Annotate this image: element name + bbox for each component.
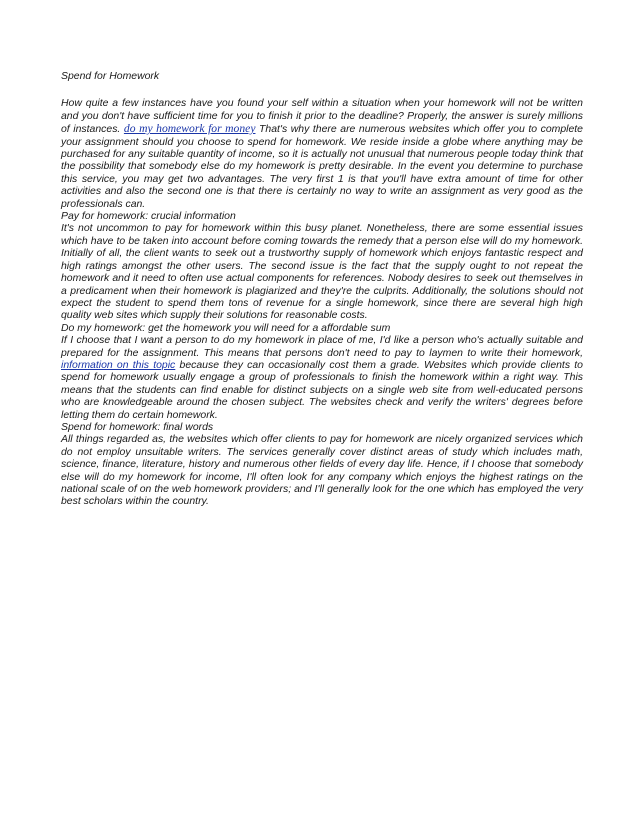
paragraph-final-words: All things regarded as, the websites which offer clients to pay for homework are nicely organized services which do not employ unsuitable writers. The services generally cover distinct areas of study which includes math, science, finance, literature, history and numerous other fields of every day life. Hence, if I choose that somebody else will do my homework for income, I'll often look for any company which enjoys the highest ratings on the national scale of on the web homework providers; and I'll generally look for the one which has employed the very best scholars within the country. — [61, 434, 583, 508]
paragraph-intro-text-after: That's why there are numerous websites which offer you to complete your assignment should you choose to spend for homework. We reside inside a globe where anything may be purchased for any suitable quantity of income, so it is actually not unusual that numerous people today think that the possibility that somebody else do my homework is pretty desirable. In the event you determine to purchase this service, you may get two advantages. The very first 1 is that you'll have extra amount of time for other activities and also the second one is that there is certainly no way to write an assignment as very good as the professionals can. — [61, 124, 583, 210]
section-heading-crucial-information: Pay for homework: crucial information — [61, 211, 236, 223]
paragraph-intro — [61, 98, 583, 211]
section-heading-affordable-sum: Do my homework: get the homework you will need for a affordable sum — [61, 322, 391, 334]
section-heading-final-words: Spend for homework: final words — [61, 421, 214, 433]
paragraph-crucial-information: It's not uncommon to pay for homework within this busy planet. Nonetheless, there are some essential issues which have to be taken into account before coming towards the remedy that a person else will do my homework. Initially of all, the client wants to seek out a trustworthy supply of homework which enjoys fantastic respect and high ratings amongst the other users. The second issue is the fact that the supply ought to not repeat the homework and it need to often use actual components for references. Nobody desires to seek out themselves in a predicament when their homework is plagiarized and they're the culprits. Additionally, the solutions should not expect the student to spend them tons of revenue for a single homework, since there are several high high quality web sites which supply their solutions for reasonable costs. — [61, 223, 583, 322]
document-page — [61, 71, 583, 509]
homework-for-money-link[interactable]: do my homework for money — [123, 122, 256, 136]
document-title: Spend for Homework — [61, 71, 160, 82]
paragraph-affordable-sum-text-after: because they can occasionally cost them a grade. Websites which provide clients to spend for homework usually engage a group of professionals to finish the homework within a right way. This means that the students can find enable for distinct subjects on a single web site from well-educated persons who are knowledgeable around the chosen subject. The websites check and verify the writers' degrees before letting them do certain homework. — [61, 359, 583, 421]
paragraph-affordable-sum-text-before: If I choose that I want a person to do my homework in place of me, I'd like a person who's actually suitable and prepared for the assignment. This means that persons don't need to pay to laymen to write their homework, — [61, 335, 583, 359]
information-on-topic-link[interactable]: information on this topic — [61, 359, 176, 371]
paragraph-intro-text-before: How quite a few instances have you found your self within a situation when your homework will not be written and you don't have sufficient time for you to finish it prior to the deadline? Properly, the answer is surely millions of instances. — [61, 98, 583, 136]
paragraph-affordable-sum — [61, 335, 583, 422]
